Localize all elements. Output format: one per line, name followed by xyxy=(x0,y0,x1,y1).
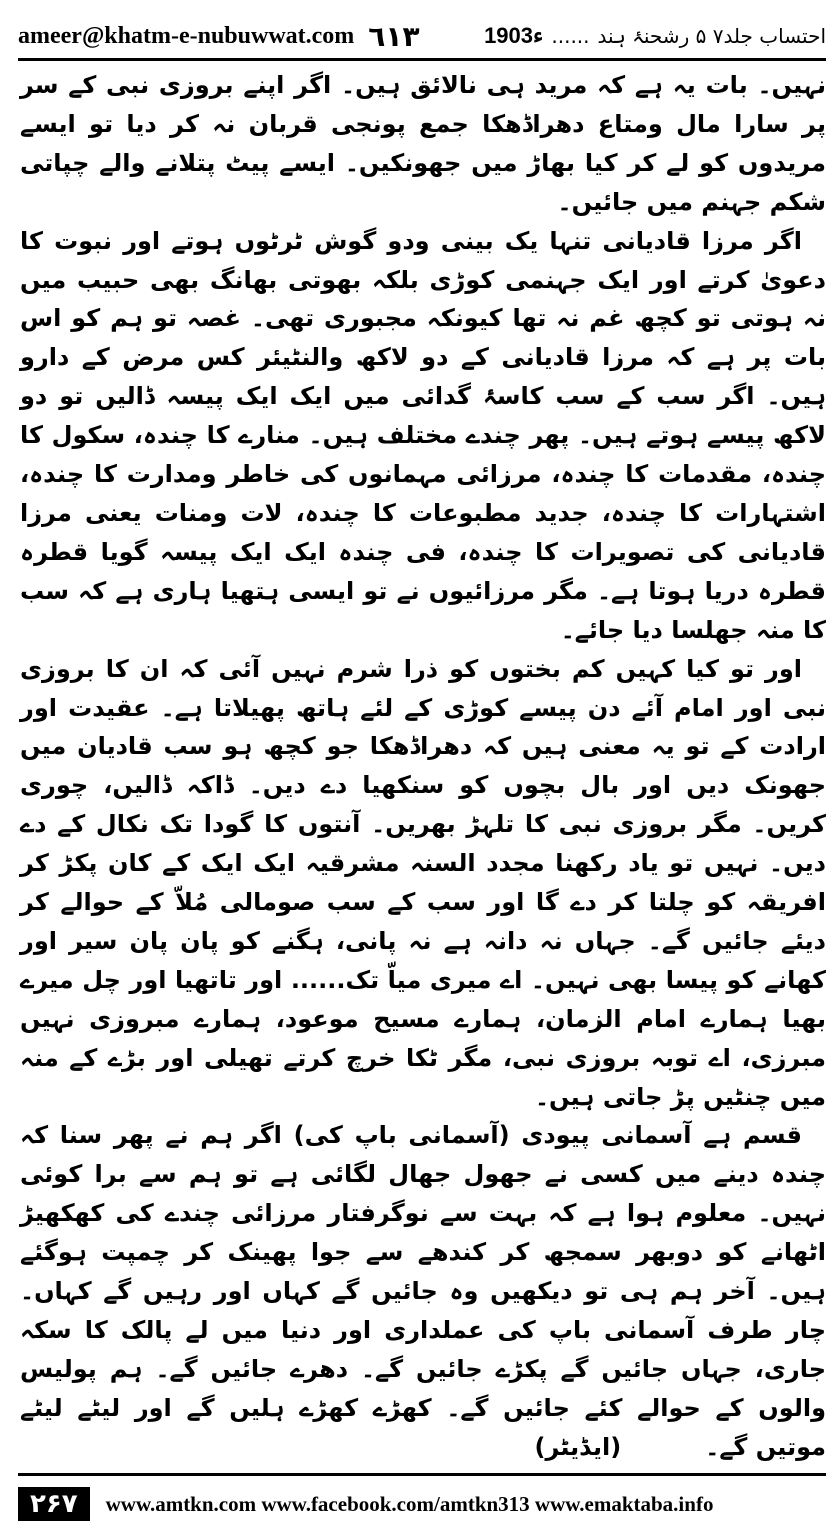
header-right xyxy=(484,23,826,49)
paragraph-4-text: قسم ہے آسمانی پیودی (آسمانی باپ کی) اگر ہم نے پھر سنا کہ چندہ دینے میں کسی نے جھول جھال لگائی ہے تو ہم سے برا کوئی نہیں۔ معلوم ہوا ہے کہ بہت سے نوگرفتار مرزائی چندے کی کھکھیڑ اٹھانے کو دوبھر سمجھ کر کندھے سے جوا پھینک کر چمپت ہوگئے ہیں۔ آخر ہم ہی تو دیکھیں وہ جائیں گے کہاں اور رہیں گے کہاں۔ چار طرف آسمانی باپ کی عملداری اور دنیا میں لے پالک کا سکہ جاری، جہاں جائیں گے پکڑے جائیں گے۔ دھرے جائیں گے۔ ہم پولیس والوں کے حوالے کئے جائیں گے۔ کھڑے کھڑے ہلیں گے اور لیٹے لیٹے موتیں گے۔ xyxy=(20,1121,826,1461)
header-left xyxy=(18,20,420,53)
editor-signature: (ایڈیٹر) xyxy=(534,1432,622,1461)
paragraph-3: اور تو کیا کہیں کم بختوں کو ذرا شرم نہیں آئی کہ ان کا بروزی نبی اور امام آئے دن پیسے کوڑی کے لئے ہاتھ پھیلاتا ہے۔ عقیدت اور ارادت کے تو یہ معنی ہیں کہ دھراڈھکا جو کچھ ہو سب قادیان میں جھونک دیں اور بال بچوں کو سنکھیا دے دیں۔ ڈاکہ ڈالیں، چوری کریں۔ مگر بروزی نبی کا تلہڑ بھریں۔ آنتوں کا گودا تک نکال کے دے دیں۔ نہیں تو یاد رکھنا مجدد السنہ مشرقیہ ایک ایک کے کان پکڑ کر افریقہ کو چلتا کر دے گا اور سب کے سب صومالی مُلاّ کے حوالے کر دیئے جائیں گے۔ جہاں نہ دانہ ہے نہ پانی، ہگنے کو پان پان سیر اور کھانے کو پیسا بھی نہیں۔ اے میری میاّ تک...... اور تاتھیا اور چل میرے بھیا ہمارے امام الزمان، ہمارے مسیح موعود، ہمارے مبروزی نہیں مبرزی، اے توبہ بروزی نبی، مگر ٹکا خرچ کرتے تھیلی اور بڑے کے منہ میں چنٹیں پڑ جاتی ہیں۔ xyxy=(20,654,826,1111)
header-separator: ...... xyxy=(551,24,590,48)
article-body xyxy=(20,66,826,1461)
page-header xyxy=(18,14,826,61)
header-title: احتساب جلد۷ ۵ رشحنۂ ہند xyxy=(597,24,826,48)
header-year: 1903ء xyxy=(484,23,544,48)
footer-page-number: ۲۶۷ xyxy=(18,1487,90,1521)
paragraph-2: اگر مرزا قادیانی تنہا یک بینی ودو گوش ٹرٹوں ہوتے اور نبوت کا دعویٰ کرتے اور ایک جہنمی کوڑی بلکہ بھوتی بھانگ بھی حبیب میں نہ ہوتی تو کچھ غم نہ تھا کیونکہ مجبوری تھی۔ غصہ تو ہم کو اس بات پر ہے کہ مرزا قادیانی کے دو لاکھ والنٹیئر کس مرض کے دارو ہیں۔ اگر سب کے سب کاسۂ گدائی میں ایک ایک پیسہ ڈالیں تو دو لاکھ پیسے ہوتے ہیں۔ پھر چندے مختلف ہیں۔ منارے کا چندہ، سکول کا چندہ، مقدمات کا چندہ، مرزائی مہمانوں کی خاطر ومدارت کا چندہ، اشتہارات کا چندہ، جدید مطبوعات کا چندہ، لات ومنات یعنی مرزا قادیانی کی تصویرات کا چندہ، فی چندہ ایک ایک پیسہ گویا قطرہ قطرہ دریا ہوتا ہے۔ مگر مرزائیوں نے تو ایسی ہتھیا ہاری ہے کہ سب کا منہ جھلسا دیا جائے۔ xyxy=(20,226,826,644)
header-page-number: ٦١٣ xyxy=(368,19,420,53)
paragraph-4 xyxy=(20,1116,826,1466)
header-email[interactable]: ameer@khatm-e-nubuwwat.com xyxy=(18,22,355,49)
footer-urls[interactable]: www.amtkn.com www.facebook.com/amtkn313 www.emaktaba.info xyxy=(105,1491,714,1516)
page-footer xyxy=(18,1473,826,1532)
paragraph-1: نہیں۔ بات یہ ہے کہ مرید ہی نالائق ہیں۔ اگر اپنے بروزی نبی کے سر پر سارا مال ومتاع دھراڈھکا جمع پونجی قربان نہ کر دیا تو ایسے مریدوں کو لے کر کیا بھاڑ میں جھونکیں۔ ایسے پیٹ پتلانے والے چپاتی شکم جہنم میں جائیں۔ xyxy=(20,71,826,216)
